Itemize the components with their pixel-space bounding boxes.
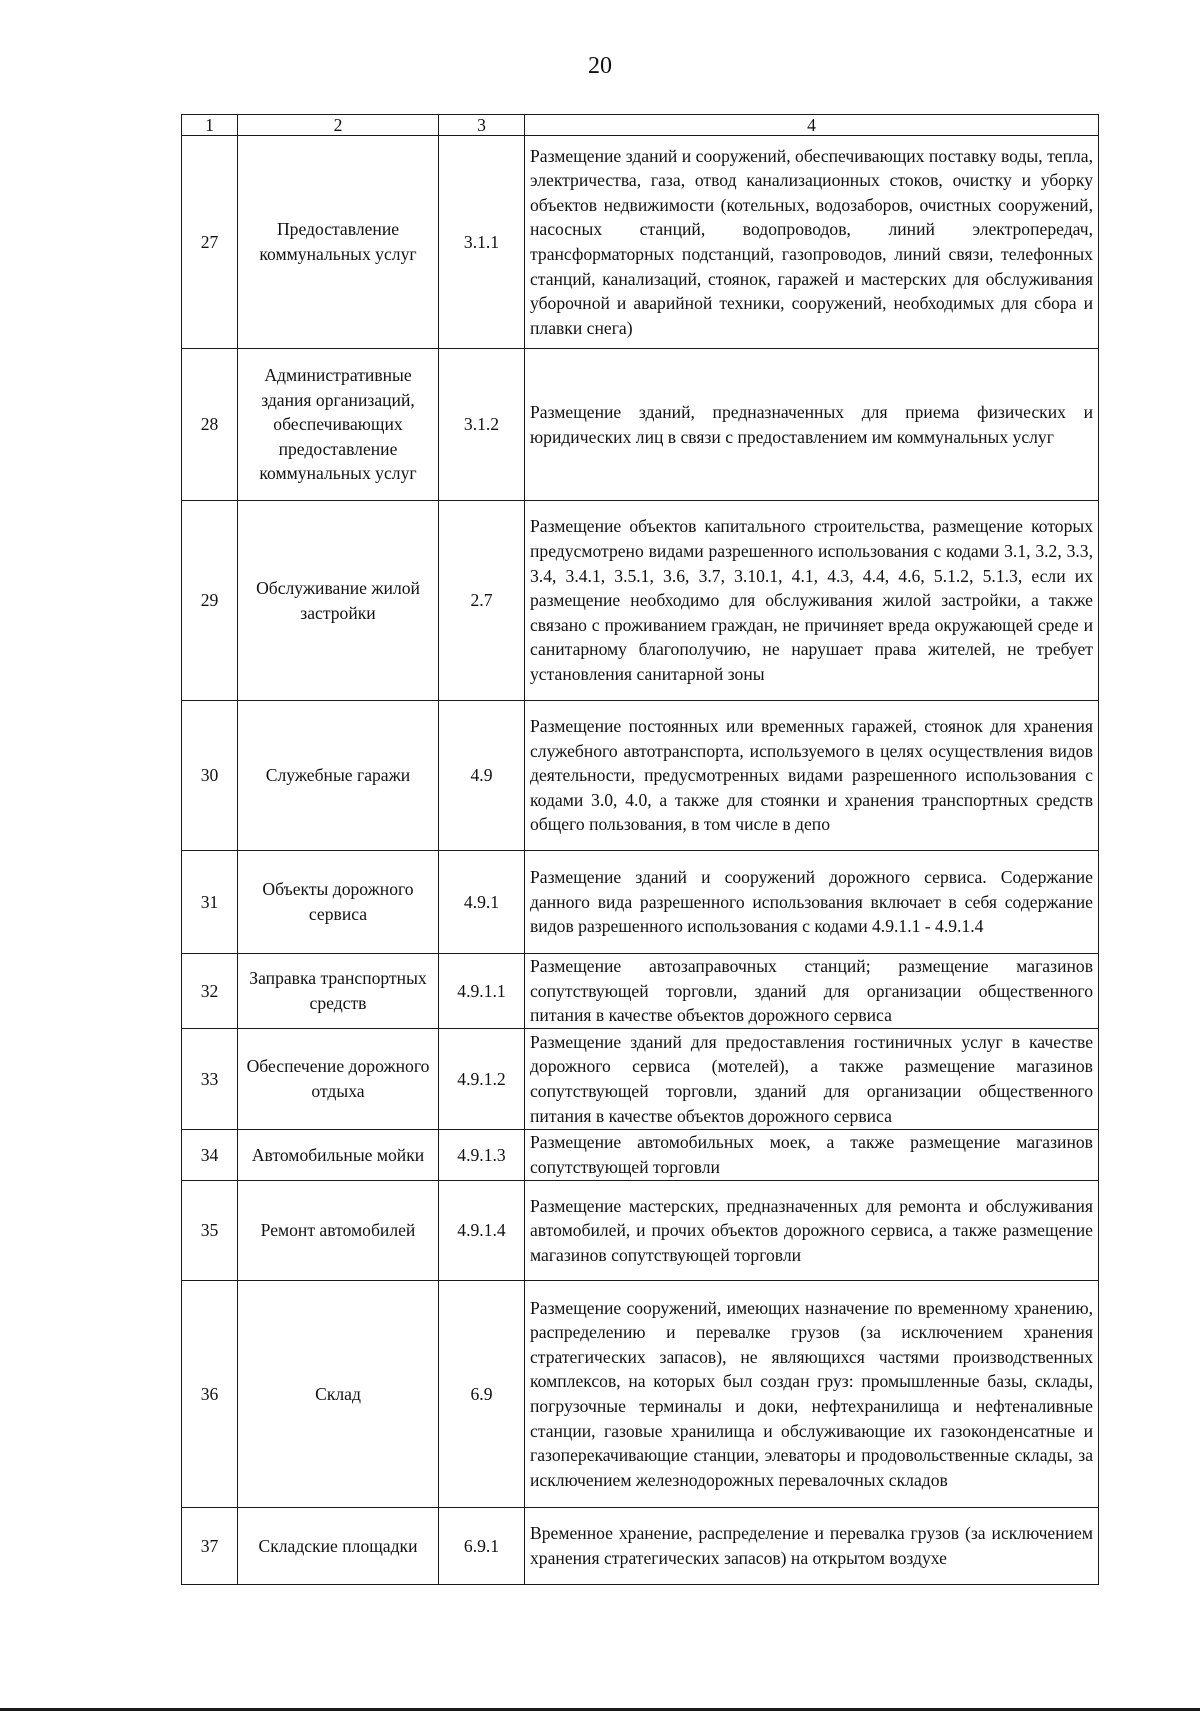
header-cell-1: 1 [182, 115, 238, 136]
land-use-name: Автомобильные мойки [238, 1130, 439, 1181]
land-use-description: Размещение зданий и сооружений, обеспечивающих поставку воды, тепла, электричества, газа, отвод канализационных стоков, очистку и уборку объектов недвижимости (котельных, водозаборов, очистных сооружений, насосных станций, водопроводов, линий электропередач, трансформаторных подстанций, газопроводов, линий связи, телефонных станций, канализаций, стоянок, гаражей и мастерских для обслуживания уборочной и аварийной техники, сооружений, необходимых для сбора и плавки снега) [525, 136, 1099, 349]
land-use-name: Складские площадки [238, 1508, 439, 1585]
page-number: 20 [588, 53, 612, 79]
row-number: 32 [182, 954, 238, 1029]
row-number: 29 [182, 501, 238, 701]
header-cell-3: 3 [439, 115, 525, 136]
land-use-name: Обслуживание жилой застройки [238, 501, 439, 701]
land-use-description: Размещение зданий и сооружений дорожного сервиса. Содержание данного вида разрешенного использования включает в себя содержание видов разрешенного использования с кодами 4.9.1.1 - 4.9.1.4 [525, 851, 1099, 954]
row-number: 30 [182, 701, 238, 851]
land-use-description: Размещение зданий для предоставления гостиничных услуг в качестве дорожного сервиса (мотелей), а также размещение магазинов сопутствующей торговли, зданий для организации общественного питания в качестве объектов дорожного сервиса [525, 1029, 1099, 1130]
row-number: 27 [182, 136, 238, 349]
table-row [182, 1029, 1099, 1130]
land-use-code: 3.1.2 [439, 349, 525, 501]
row-number: 36 [182, 1281, 238, 1508]
land-use-description: Размещение зданий, предназначенных для приема физических и юридических лиц в связи с предоставлением им коммунальных услуг [525, 349, 1099, 501]
land-use-name: Ремонт автомобилей [238, 1181, 439, 1281]
table-header-row [182, 115, 1099, 136]
land-use-name: Заправка транспортных средств [238, 954, 439, 1029]
land-use-table [181, 114, 1099, 1585]
land-use-description: Временное хранение, распределение и перевалка грузов (за исключением хранения стратегических запасов) на открытом воздухе [525, 1508, 1099, 1585]
land-use-code: 4.9.1.4 [439, 1181, 525, 1281]
land-use-code: 4.9.1.2 [439, 1029, 525, 1130]
table-row [182, 1508, 1099, 1585]
row-number: 31 [182, 851, 238, 954]
header-cell-4: 4 [525, 115, 1099, 136]
table-row [182, 954, 1099, 1029]
land-use-description: Размещение сооружений, имеющих назначение по временному хранению, распределению и перевалке грузов (за исключением хранения стратегических запасов), не являющихся частями производственных комплексов, на которых был создан груз: промышленные базы, склады, погрузочные терминалы и доки, нефтехранилища и нефтеналивные станции, газовые хранилища и обслуживающие их газоконденсатные и газоперекачивающие станции, элеваторы и продовольственные склады, за исключением железнодорожных перевалочных складов [525, 1281, 1099, 1508]
land-use-code: 4.9 [439, 701, 525, 851]
table-row [182, 136, 1099, 349]
row-number: 37 [182, 1508, 238, 1585]
land-use-code: 4.9.1.3 [439, 1130, 525, 1181]
header-cell-2: 2 [238, 115, 439, 136]
land-use-name: Объекты дорожного сервиса [238, 851, 439, 954]
land-use-name: Предоставление коммунальных услуг [238, 136, 439, 349]
land-use-code: 3.1.1 [439, 136, 525, 349]
row-number: 28 [182, 349, 238, 501]
land-use-name: Склад [238, 1281, 439, 1508]
table-row [182, 1181, 1099, 1281]
land-use-name: Обеспечение дорожного отдыха [238, 1029, 439, 1130]
land-use-code: 4.9.1 [439, 851, 525, 954]
row-number: 33 [182, 1029, 238, 1130]
table-row [182, 851, 1099, 954]
land-use-name: Административные здания организаций, обеспечивающих предоставление коммунальных услуг [238, 349, 439, 501]
table-row [182, 349, 1099, 501]
land-use-code: 6.9 [439, 1281, 525, 1508]
land-use-description: Размещение автозаправочных станций; размещение магазинов сопутствующей торговли, зданий для организации общественного питания в качестве объектов дорожного сервиса [525, 954, 1099, 1029]
land-use-code: 6.9.1 [439, 1508, 525, 1585]
table-row [182, 501, 1099, 701]
table-row [182, 701, 1099, 851]
row-number: 35 [182, 1181, 238, 1281]
scan-edge-rule [0, 1708, 1200, 1711]
row-number: 34 [182, 1130, 238, 1181]
land-use-description: Размещение автомобильных моек, а также размещение магазинов сопутствующей торговли [525, 1130, 1099, 1181]
land-use-description: Размещение объектов капитального строительства, размещение которых предусмотрено видами разрешенного использования с кодами 3.1, 3.2, 3.3, 3.4, 3.4.1, 3.5.1, 3.6, 3.7, 3.10.1, 4.1, 4.3, 4.4, 4.6, 5.1.2, 5.1.3, если их размещение необходимо для обслуживания жилой застройки, а также связано с проживанием граждан, не причиняет вреда окружающей среде и санитарному благополучию, не нарушает права жителей, не требует установления санитарной зоны [525, 501, 1099, 701]
land-use-code: 2.7 [439, 501, 525, 701]
table-row [182, 1281, 1099, 1508]
land-use-description: Размещение постоянных или временных гаражей, стоянок для хранения служебного автотранспорта, используемого в целях осуществления видов деятельности, предусмотренных видами разрешенного использования с кодами 3.0, 4.0, а также для стоянки и хранения транспортных средств общего пользования, в том числе в депо [525, 701, 1099, 851]
table-row [182, 1130, 1099, 1181]
land-use-description: Размещение мастерских, предназначенных для ремонта и обслуживания автомобилей, и прочих объектов дорожного сервиса, а также размещение магазинов сопутствующей торговли [525, 1181, 1099, 1281]
land-use-name: Служебные гаражи [238, 701, 439, 851]
land-use-code: 4.9.1.1 [439, 954, 525, 1029]
